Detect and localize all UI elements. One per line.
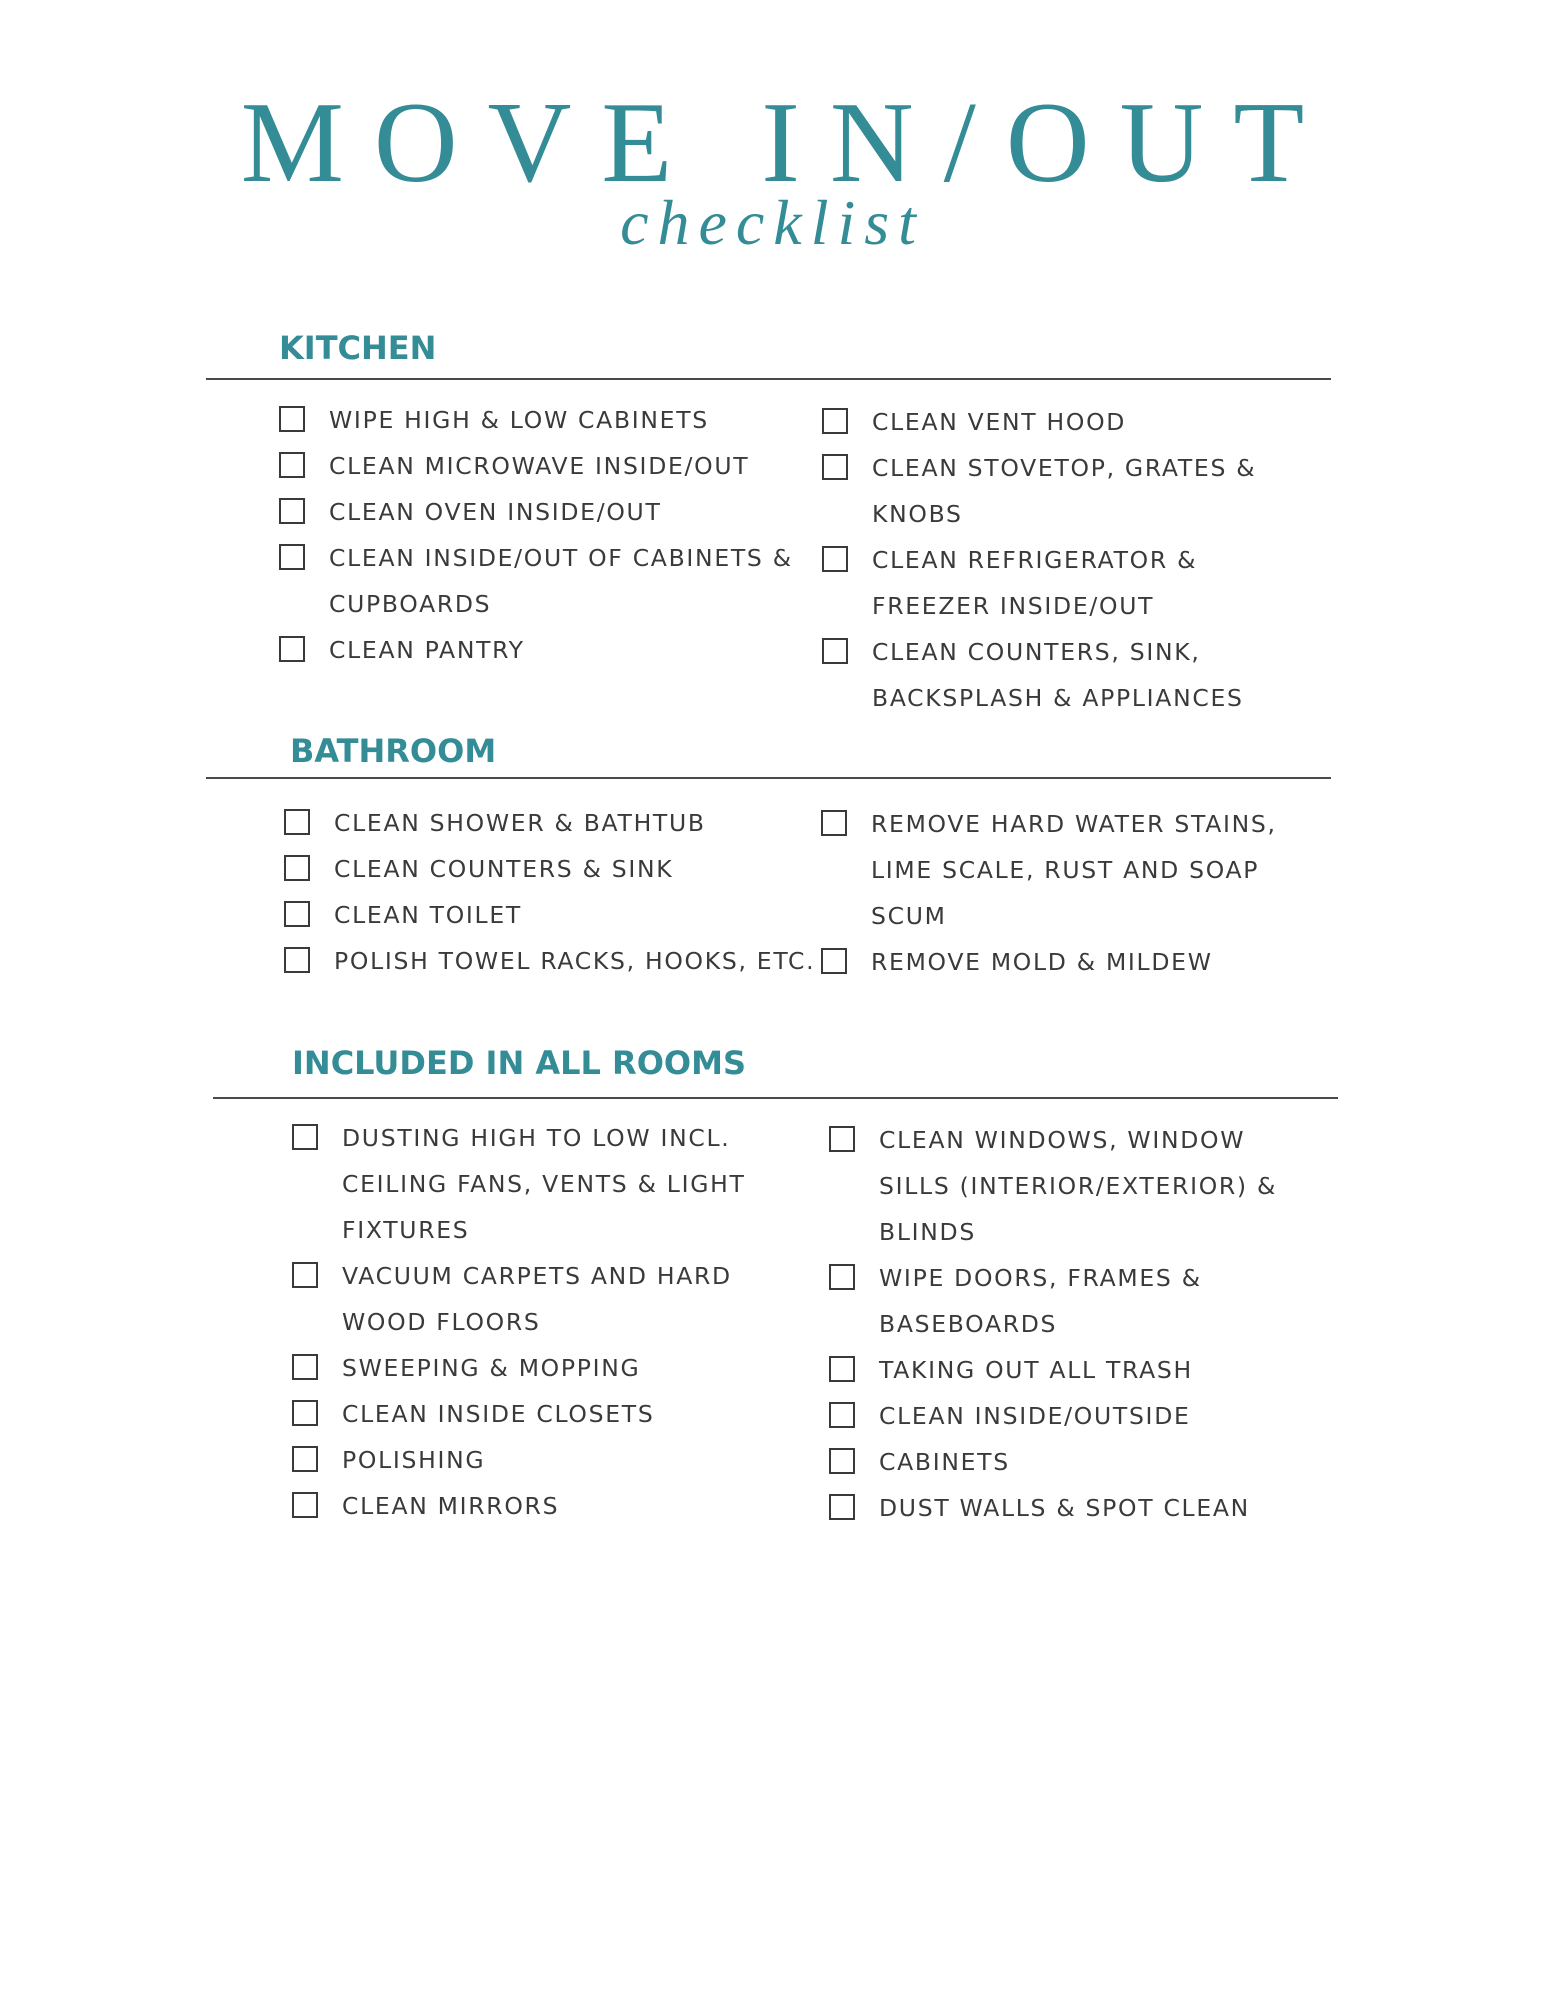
page-subtitle: checklist — [620, 187, 925, 258]
checklist-item-label: BASEBOARDS — [879, 1310, 1058, 1338]
checklist-item-label: CLEAN STOVETOP, GRATES & — [872, 454, 1257, 482]
checkbox[interactable] — [829, 1448, 855, 1474]
checkbox[interactable] — [829, 1264, 855, 1290]
checklist-item-label: CEILING FANS, VENTS & LIGHT — [342, 1170, 746, 1198]
checklist-item-label: LIME SCALE, RUST AND SOAP — [871, 856, 1260, 884]
checkbox[interactable] — [292, 1262, 318, 1288]
checklist-item-label: DUST WALLS & SPOT CLEAN — [879, 1494, 1250, 1522]
checkbox[interactable] — [292, 1354, 318, 1380]
checkbox[interactable] — [829, 1356, 855, 1382]
checkbox[interactable] — [284, 947, 310, 973]
checklist-item-label: SCUM — [871, 902, 947, 930]
checklist-item-label: CLEAN TOILET — [334, 901, 522, 929]
checklist-item-label: CLEAN SHOWER & BATHTUB — [334, 809, 706, 837]
section-heading-kitchen: KITCHEN — [279, 329, 437, 367]
checklist-item-label: CABINETS — [879, 1448, 1010, 1476]
checklist-item-label: TAKING OUT ALL TRASH — [879, 1356, 1193, 1384]
checklist-item-label: SILLS (INTERIOR/EXTERIOR) & — [879, 1172, 1277, 1200]
checklist-item-label: CLEAN REFRIGERATOR & — [872, 546, 1198, 574]
checkbox[interactable] — [279, 544, 305, 570]
checklist-item-label: FREEZER INSIDE/OUT — [872, 592, 1155, 620]
checkbox[interactable] — [829, 1126, 855, 1152]
checklist-item-label: WIPE DOORS, FRAMES & — [879, 1264, 1202, 1292]
checklist-item-label: FIXTURES — [342, 1216, 470, 1244]
checkbox[interactable] — [829, 1494, 855, 1520]
section-divider — [206, 378, 1331, 380]
section-heading-bathroom: BATHROOM — [290, 732, 497, 770]
checklist-item-label: CLEAN COUNTERS & SINK — [334, 855, 674, 883]
section-divider — [206, 777, 1331, 779]
checkbox[interactable] — [279, 636, 305, 662]
checkbox[interactable] — [279, 498, 305, 524]
checkbox[interactable] — [292, 1124, 318, 1150]
checklist-item-label: DUSTING HIGH TO LOW INCL. — [342, 1124, 731, 1152]
checklist-item-label: CLEAN INSIDE/OUT OF CABINETS & — [329, 544, 793, 572]
checkbox[interactable] — [292, 1400, 318, 1426]
checklist-item-label: CLEAN COUNTERS, SINK, — [872, 638, 1201, 666]
checkbox[interactable] — [279, 406, 305, 432]
checkbox[interactable] — [284, 809, 310, 835]
checklist-item-label: CLEAN MICROWAVE INSIDE/OUT — [329, 452, 750, 480]
checklist-item-label: POLISH TOWEL RACKS, HOOKS, ETC. — [334, 947, 816, 975]
checkbox[interactable] — [822, 454, 848, 480]
checkbox[interactable] — [822, 408, 848, 434]
checkbox[interactable] — [822, 638, 848, 664]
checklist-item-label: CLEAN PANTRY — [329, 636, 525, 664]
checklist-item-label: CUPBOARDS — [329, 590, 492, 618]
checkbox[interactable] — [279, 452, 305, 478]
checklist-item-label: SWEEPING & MOPPING — [342, 1354, 641, 1382]
page-title: MOVE IN/OUT — [240, 79, 1335, 207]
checkbox[interactable] — [284, 855, 310, 881]
checkbox[interactable] — [292, 1492, 318, 1518]
checklist-item-label: KNOBS — [872, 500, 963, 528]
checklist-item-label: BLINDS — [879, 1218, 976, 1246]
checkbox[interactable] — [284, 901, 310, 927]
checklist-item-label: VACUUM CARPETS AND HARD — [342, 1262, 732, 1290]
checklist-item-label: BACKSPLASH & APPLIANCES — [872, 684, 1244, 712]
checkbox[interactable] — [822, 546, 848, 572]
checklist-item-label: WIPE HIGH & LOW CABINETS — [329, 406, 709, 434]
section-divider — [213, 1097, 1338, 1099]
checkbox[interactable] — [821, 948, 847, 974]
checklist-item-label: CLEAN MIRRORS — [342, 1492, 560, 1520]
checklist-item-label: WOOD FLOORS — [342, 1308, 541, 1336]
checkbox[interactable] — [292, 1446, 318, 1472]
checklist-item-label: CLEAN WINDOWS, WINDOW — [879, 1126, 1246, 1154]
section-heading-all-rooms: INCLUDED IN ALL ROOMS — [292, 1044, 746, 1082]
checklist-item-label: CLEAN OVEN INSIDE/OUT — [329, 498, 662, 526]
checkbox[interactable] — [829, 1402, 855, 1428]
checkbox[interactable] — [821, 810, 847, 836]
checklist-item-label: CLEAN INSIDE CLOSETS — [342, 1400, 655, 1428]
checklist-item-label: CLEAN INSIDE/OUTSIDE — [879, 1402, 1191, 1430]
checklist-item-label: CLEAN VENT HOOD — [872, 408, 1127, 436]
checklist-item-label: REMOVE MOLD & MILDEW — [871, 948, 1213, 976]
checklist-item-label: REMOVE HARD WATER STAINS, — [871, 810, 1277, 838]
checklist-item-label: POLISHING — [342, 1446, 486, 1474]
